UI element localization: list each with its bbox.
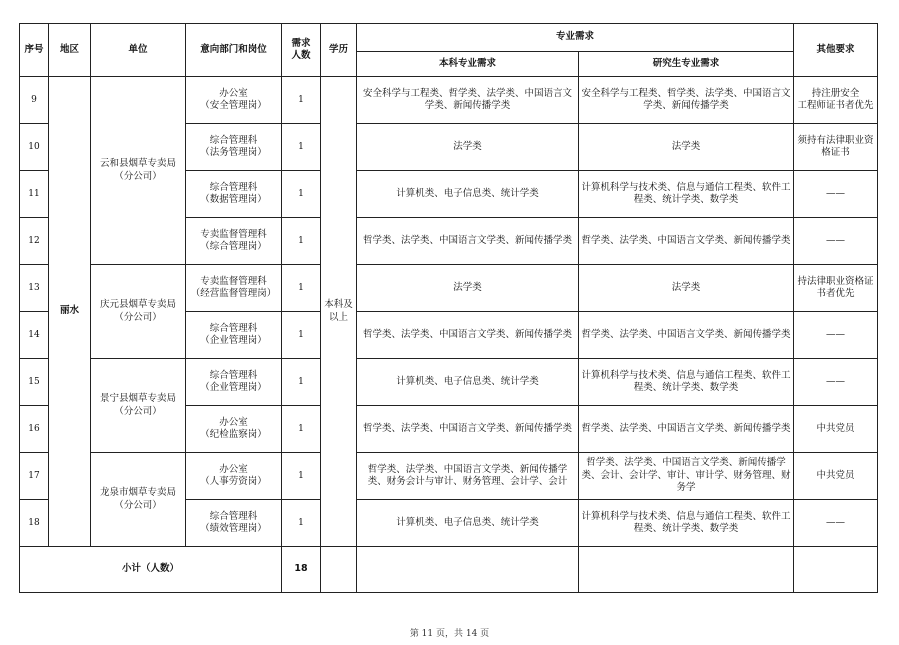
- region-cell: 丽水: [49, 77, 91, 547]
- unit-jingning: 景宁县烟草专卖局 （分公司）: [91, 359, 186, 453]
- row-dept: 综合管理科 （绩效管理岗）: [186, 500, 282, 547]
- page-number: 第 11 页，共 14 页: [409, 629, 490, 639]
- header-row-1: [20, 24, 878, 52]
- row-bachelor: 哲学类、法学类、中国语言文学类、新闻传播学类、财务会计与审计、财务管理、会计学、会计: [357, 453, 579, 500]
- row-other: 中共党员: [794, 406, 878, 453]
- row-graduate: 计算机科学与技术类、信息与通信工程类、软件工程类、统计学类、数学类: [579, 171, 794, 218]
- row-seq: 17: [20, 453, 49, 500]
- row-count: 1: [282, 77, 321, 124]
- row-seq: 15: [20, 359, 49, 406]
- row-dept: 办公室 （人事劳资岗）: [186, 453, 282, 500]
- row-bachelor: 哲学类、法学类、中国语言文学类、新闻传播学类: [357, 406, 579, 453]
- row-seq: 9: [20, 77, 49, 124]
- row-count: 1: [282, 500, 321, 547]
- row-count: 1: [282, 265, 321, 312]
- subtotal-empty: [794, 547, 878, 593]
- row-count: 1: [282, 406, 321, 453]
- row-dept: 综合管理科 （企业管理岗）: [186, 359, 282, 406]
- row-other: 须持有法律职业资格证书: [794, 124, 878, 171]
- row-graduate: 计算机科学与技术类、信息与通信工程类、软件工程类、统计学类、数学类: [579, 359, 794, 406]
- row-seq: 11: [20, 171, 49, 218]
- row-graduate: 哲学类、法学类、中国语言文学类、新闻传播学类: [579, 312, 794, 359]
- table-row: [20, 265, 878, 312]
- row-other: 持注册安全 工程师证书者优先: [794, 77, 878, 124]
- row-bachelor: 安全科学与工程类、哲学类、法学类、中国语言文学类、新闻传播学类: [357, 77, 579, 124]
- subtotal-empty: [321, 547, 357, 593]
- row-other: ——: [794, 500, 878, 547]
- row-other: ——: [794, 312, 878, 359]
- row-graduate: 哲学类、法学类、中国语言文学类、新闻传播学类: [579, 218, 794, 265]
- row-graduate: 安全科学与工程类、哲学类、法学类、中国语言文学类、新闻传播学类: [579, 77, 794, 124]
- row-bachelor: 哲学类、法学类、中国语言文学类、新闻传播学类: [357, 312, 579, 359]
- row-bachelor: 计算机类、电子信息类、统计学类: [357, 359, 579, 406]
- header-education: 学历: [321, 24, 357, 77]
- row-graduate: 法学类: [579, 265, 794, 312]
- row-other: 持法律职业资格证书者优先: [794, 265, 878, 312]
- subtotal-row: [20, 547, 878, 593]
- header-bachelor: 本科专业需求: [357, 52, 579, 77]
- header-graduate: 研究生专业需求: [579, 52, 794, 77]
- header-major: 专业需求: [357, 24, 794, 52]
- row-seq: 14: [20, 312, 49, 359]
- row-dept: 综合管理科 （数据管理岗）: [186, 171, 282, 218]
- row-graduate: 哲学类、法学类、中国语言文学类、新闻传播学类: [579, 406, 794, 453]
- row-graduate: 计算机科学与技术类、信息与通信工程类、软件工程类、统计学类、数学类: [579, 500, 794, 547]
- row-dept: 综合管理科 （企业管理岗）: [186, 312, 282, 359]
- row-dept: 专卖监督管理科 （经营监督管理岗）: [186, 265, 282, 312]
- subtotal-empty: [579, 547, 794, 593]
- table-row: [20, 77, 878, 124]
- header-seq: 序号: [20, 24, 49, 77]
- row-graduate: 法学类: [579, 124, 794, 171]
- row-other: ——: [794, 359, 878, 406]
- row-bachelor: 哲学类、法学类、中国语言文学类、新闻传播学类: [357, 218, 579, 265]
- row-bachelor: 法学类: [357, 124, 579, 171]
- row-dept: 办公室 （纪检监察岗）: [186, 406, 282, 453]
- unit-longquan: 龙泉市烟草专卖局 （分公司）: [91, 453, 186, 547]
- subtotal-empty: [357, 547, 579, 593]
- row-dept: 专卖监督管理科 （综合管理岗）: [186, 218, 282, 265]
- row-dept: 办公室 （安全管理岗）: [186, 77, 282, 124]
- row-count: 1: [282, 171, 321, 218]
- row-bachelor: 计算机类、电子信息类、统计学类: [357, 500, 579, 547]
- row-other: ——: [794, 218, 878, 265]
- header-other: 其他要求: [794, 24, 878, 77]
- unit-qingyuan: 庆元县烟草专卖局 （分公司）: [91, 265, 186, 359]
- row-count: 1: [282, 453, 321, 500]
- row-seq: 16: [20, 406, 49, 453]
- row-seq: 18: [20, 500, 49, 547]
- subtotal-value: 18: [282, 547, 321, 593]
- row-other: ——: [794, 171, 878, 218]
- header-unit: 单位: [91, 24, 186, 77]
- row-dept: 综合管理科 （法务管理岗）: [186, 124, 282, 171]
- row-bachelor: 计算机类、电子信息类、统计学类: [357, 171, 579, 218]
- header-dept: 意向部门和岗位: [186, 24, 282, 77]
- row-count: 1: [282, 359, 321, 406]
- row-count: 1: [282, 312, 321, 359]
- row-bachelor: 法学类: [357, 265, 579, 312]
- table-row: [20, 359, 878, 406]
- recruitment-table: [19, 23, 878, 593]
- row-seq: 12: [20, 218, 49, 265]
- header-region: 地区: [49, 24, 91, 77]
- education-cell: 本科及 以上: [321, 77, 357, 547]
- unit-yunhe: 云和县烟草专卖局 （分公司）: [91, 77, 186, 265]
- subtotal-label: 小计（人数）: [20, 547, 282, 593]
- row-seq: 13: [20, 265, 49, 312]
- row-other: 中共党员: [794, 453, 878, 500]
- header-count: 需求 人数: [282, 24, 321, 77]
- row-count: 1: [282, 124, 321, 171]
- row-seq: 10: [20, 124, 49, 171]
- table-row: [20, 453, 878, 500]
- row-graduate: 哲学类、法学类、中国语言文学类、新闻传播学类、会计、会计学、审计、审计学、财务管理、财务学: [579, 453, 794, 500]
- row-count: 1: [282, 218, 321, 265]
